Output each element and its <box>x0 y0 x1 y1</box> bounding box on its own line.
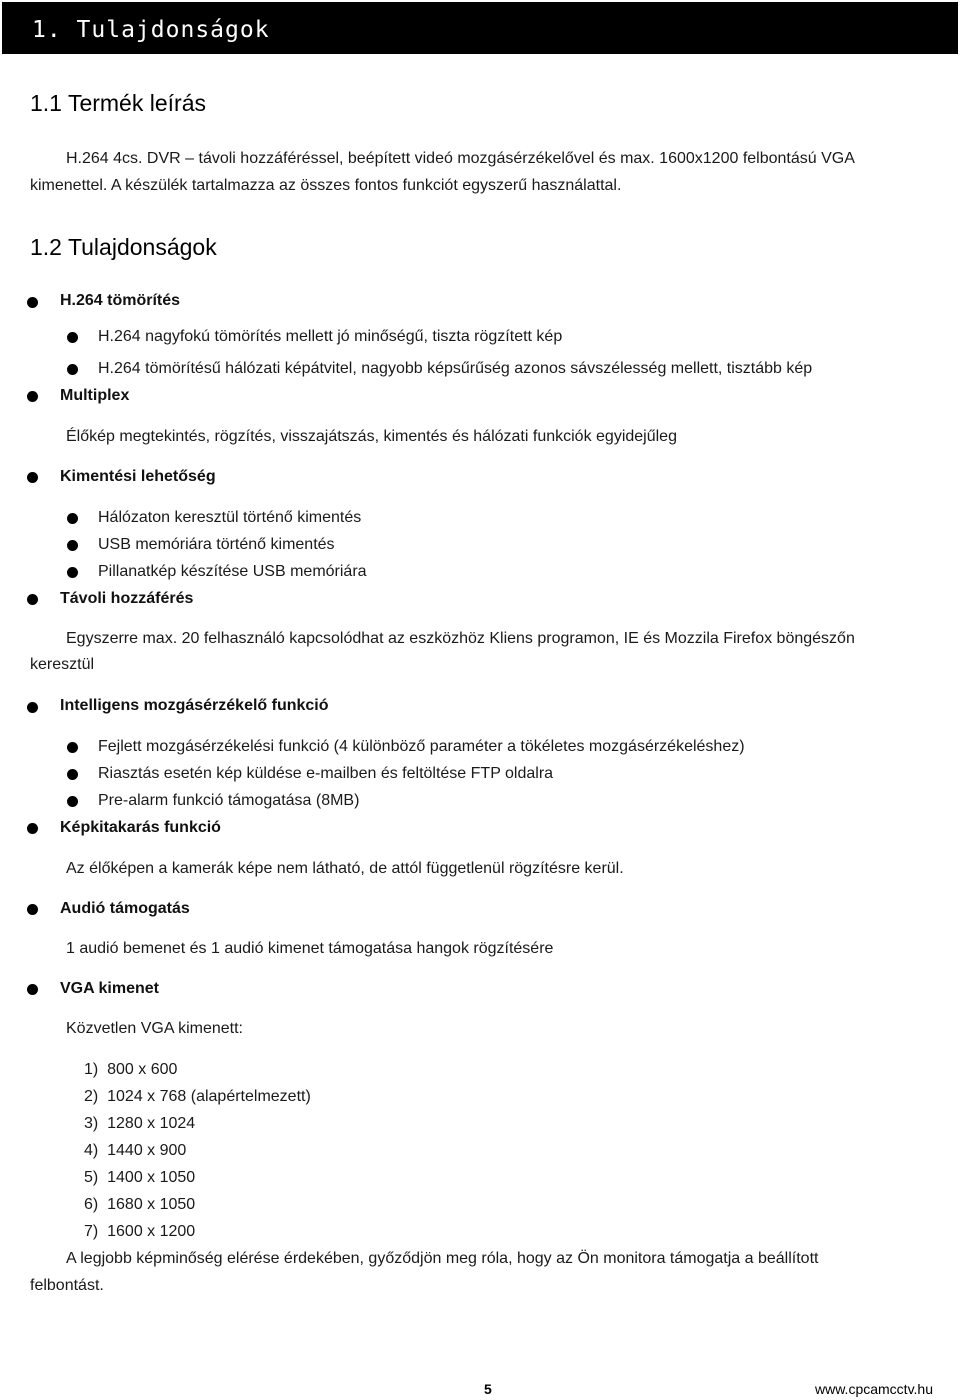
multiplex-text: Élőkép megtekintés, rögzítés, visszajátszás, kimentés és hálózati funkciók egyidejűleg <box>66 428 677 445</box>
bullet-icon <box>27 297 38 308</box>
vga-resolution-item: 6) 1680 x 1050 <box>84 1196 196 1213</box>
bullet-icon <box>27 391 38 402</box>
bullet-icon <box>67 332 78 343</box>
feature-title-backup: Kimentési lehetőség <box>60 468 216 485</box>
bullet-icon <box>27 984 38 995</box>
masking-text: Az élőképen a kamerák képe nem látható, de attól függetlenül rögzítésre kerül. <box>66 860 624 877</box>
chapter-title: 1. Tulajdonságok <box>32 17 270 43</box>
bullet-icon <box>27 472 38 483</box>
feature-title-motion: Intelligens mozgásérzékelő funkció <box>60 697 329 714</box>
feature-title-masking: Képkitakarás funkció <box>60 819 221 836</box>
footer-url: www.cpcamcctv.hu <box>815 1381 933 1397</box>
motion-item-2: Riasztás esetén kép küldése e-mailben és feltöltése FTP oldalra <box>98 765 554 782</box>
bullet-icon <box>27 823 38 834</box>
bullet-icon <box>27 702 38 713</box>
bullet-icon <box>67 513 78 524</box>
bullet-icon <box>67 567 78 578</box>
vga-resolution-item: 2) 1024 x 768 (alapértelmezett) <box>84 1088 311 1105</box>
vga-resolution-item: 3) 1280 x 1024 <box>84 1115 196 1132</box>
vga-resolution-item: 1) 800 x 600 <box>84 1061 178 1078</box>
backup-item-1: Hálózaton keresztül történő kimentés <box>98 509 362 526</box>
vga-resolution-item: 4) 1440 x 900 <box>84 1142 187 1159</box>
bullet-icon <box>67 769 78 780</box>
vga-resolution-item: 7) 1600 x 1200 <box>84 1223 196 1240</box>
section-heading-features: 1.2 Tulajdonságok <box>30 234 217 260</box>
feature-title-vga: VGA kimenet <box>60 980 159 997</box>
audio-text: 1 audió bemenet és 1 audió kimenet támogatása hangok rögzítésére <box>66 940 554 957</box>
vga-resolution-item: 5) 1400 x 1050 <box>84 1169 196 1186</box>
vga-note-line-2: felbontást. <box>30 1277 104 1294</box>
product-description-line-1: H.264 4cs. DVR – távoli hozzáféréssel, beépített videó mozgásérzékelővel és max. 1600x1200 felbontású VGA <box>66 150 855 167</box>
backup-item-3: Pillanatkép készítése USB memóriára <box>98 563 367 580</box>
motion-item-3: Pre-alarm funkció támogatása (8MB) <box>98 792 360 809</box>
bullet-icon <box>27 904 38 915</box>
chapter-header-bar <box>2 2 958 54</box>
page-number: 5 <box>484 1381 492 1397</box>
feature-title-multiplex: Multiplex <box>60 387 130 404</box>
vga-intro: Közvetlen VGA kimenett: <box>66 1020 243 1037</box>
bullet-icon <box>67 796 78 807</box>
bullet-icon <box>27 594 38 605</box>
product-description-line-2: kimenettel. A készülék tartalmazza az összes fontos funkciót egyszerű használattal. <box>30 177 622 194</box>
h264-item-2: H.264 tömörítésű hálózati képátvitel, nagyobb képsűrűség azonos sávszélesség mellett, tisztább kép <box>98 360 813 377</box>
bullet-icon <box>67 364 78 375</box>
remote-text-line-2: keresztül <box>30 656 95 673</box>
section-heading-product-description: 1.1 Termék leírás <box>30 90 206 116</box>
feature-title-h264: H.264 tömörítés <box>60 292 181 309</box>
feature-title-audio: Audió támogatás <box>60 900 190 917</box>
vga-note-line-1: A legjobb képminőség elérése érdekében, győződjön meg róla, hogy az Ön monitora támogatja a beállított <box>66 1250 819 1267</box>
motion-item-1: Fejlett mozgásérzékelési funkció (4 különböző paraméter a tökéletes mozgásérzékeléshez) <box>98 738 745 755</box>
h264-item-1: H.264 nagyfokú tömörítés mellett jó minőségű, tiszta rögzített kép <box>98 328 563 345</box>
remote-text-line-1: Egyszerre max. 20 felhasználó kapcsolódhat az eszközhöz Kliens programon, IE és Mozzila Firefox böngészőn <box>66 630 855 647</box>
feature-title-remote: Távoli hozzáférés <box>60 590 194 607</box>
backup-item-2: USB memóriára történő kimentés <box>98 536 335 553</box>
bullet-icon <box>67 742 78 753</box>
bullet-icon <box>67 540 78 551</box>
